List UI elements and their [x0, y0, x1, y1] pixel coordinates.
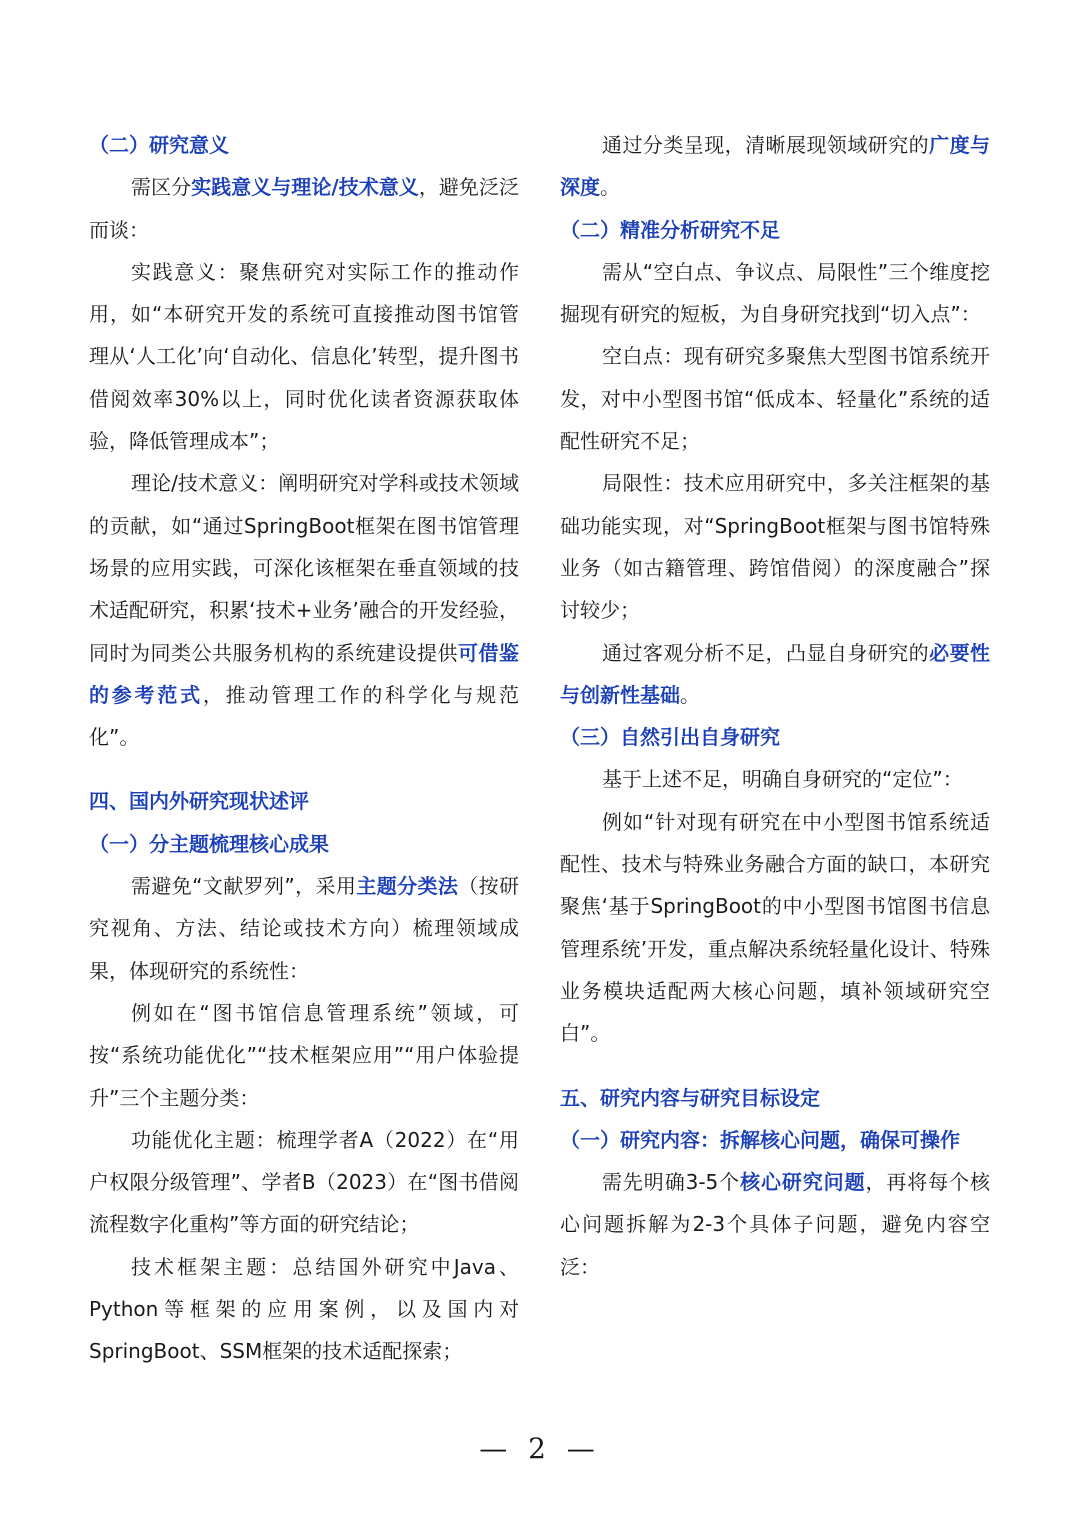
keyword-highlight: 可借鉴的参考范式: [89, 640, 519, 707]
paragraph: 例如“针对现有研究在中小型图书馆系统适配性、技术与特殊业务融合方面的缺口，本研究聚焦‘基于SpringBoot的中小型图书馆图书信息管理系统’开发，重点解决系统轻量化设计、特殊业务模块适配两大核心问题，填补领域研究空白”。: [560, 809, 990, 1046]
section-heading-literature-review: 四、国内外研究现状述评: [89, 789, 309, 814]
text: ，推动管理工作的科学化与规范化”。: [89, 682, 520, 750]
paragraph: 功能优化主题：梳理学者A（2022）在“用户权限分级管理”、学者B（2023）在“图书借阅流程数字化重构”等方面的研究结论；: [89, 1127, 519, 1237]
keyword-highlight: 必要性与创新性基础: [560, 640, 991, 707]
keyword-highlight: 主题分类法: [356, 874, 459, 899]
text: 需先明确3-5个: [602, 1170, 741, 1195]
section-heading-research-significance: （二）研究意义: [89, 133, 229, 157]
text: （按研究视角、方法、结论或技术方向）梳理领域成果，体现研究的系统性：: [89, 874, 519, 983]
left-column: [89, 124, 519, 1373]
paragraph: 例如在“图书馆信息管理系统”领域，可按“系统功能优化”“技术框架应用”“用户体验提升”三个主题分类：: [89, 1000, 519, 1110]
paragraph: 空白点：现有研究多聚焦大型图书馆系统开发，对中小型图书馆“低成本、轻量化”系统的适配性研究不足；: [560, 344, 990, 454]
subsection-heading: （三）自然引出自身研究: [560, 725, 780, 750]
paragraph: 基于上述不足，明确自身研究的“定位”：: [602, 767, 963, 792]
text: 理论/技术意义：阐明研究对学科或技术领域的贡献，如“通过SpringBoot框架在图书馆管理场景的应用实践，可深化该框架在垂直领域的技术适配研究，积累‘技术+业务’融合的开发经验，同时为同类公共服务机构的系统建设提供: [89, 471, 519, 665]
paragraph: 需从“空白点、争议点、局限性”三个维度挖掘现有研究的短板，为自身研究找到“切入点”：: [560, 259, 990, 327]
right-column: [560, 124, 990, 1288]
paragraph: 局限性：技术应用研究中，多关注框架的基础功能实现，对“SpringBoot框架与图书馆特殊业务（如古籍管理、跨馆借阅）的深度融合”探讨较少；: [560, 471, 990, 623]
text: ，避免泛泛而谈：: [89, 175, 520, 242]
text: ，再将每个核心问题拆解为2-3个具体子问题，避免内容空泛：: [560, 1170, 991, 1279]
subsection-heading: （一）分主题梳理核心成果: [89, 831, 329, 856]
paragraph: 实践意义：聚焦研究对实际工作的推动作用，如“本研究开发的系统可直接推动图书馆管理从‘人工化’向‘自动化、信息化’转型，提升图书借阅效率30%以上，同时优化读者资源获取体验，降低管理成本”；: [89, 259, 519, 454]
keyword-highlight: 实践意义与理论/技术意义: [191, 175, 419, 200]
paragraph: [560, 124, 990, 209]
page-number: — 2 —: [479, 1432, 601, 1465]
paragraph: [89, 166, 519, 251]
text: 。: [600, 175, 620, 200]
text: 通过客观分析不足，凸显自身研究的: [602, 640, 930, 665]
text: 需避免“文献罗列”，采用: [131, 874, 357, 899]
paragraph: [89, 865, 519, 992]
paragraph: [560, 632, 990, 717]
subsection-heading: （一）研究内容：拆解核心问题，确保可操作: [560, 1127, 960, 1152]
subsection-heading: （二）精准分析研究不足: [560, 217, 780, 242]
text: 。: [680, 682, 700, 707]
keyword-highlight: 核心研究问题: [740, 1170, 866, 1195]
text: 通过分类呈现，清晰展现领域研究的: [602, 133, 930, 157]
paragraph: [560, 1161, 990, 1288]
keyword-highlight: 广度与深度: [560, 133, 991, 200]
paragraph: 技术框架主题：总结国外研究中Java、Python等框架的应用案例，以及国内对SpringBoot、SSM框架的技术适配探索；: [89, 1254, 519, 1364]
section-heading-research-content: 五、研究内容与研究目标设定: [560, 1085, 820, 1110]
text: 需区分: [131, 175, 192, 200]
paragraph: [89, 462, 519, 758]
